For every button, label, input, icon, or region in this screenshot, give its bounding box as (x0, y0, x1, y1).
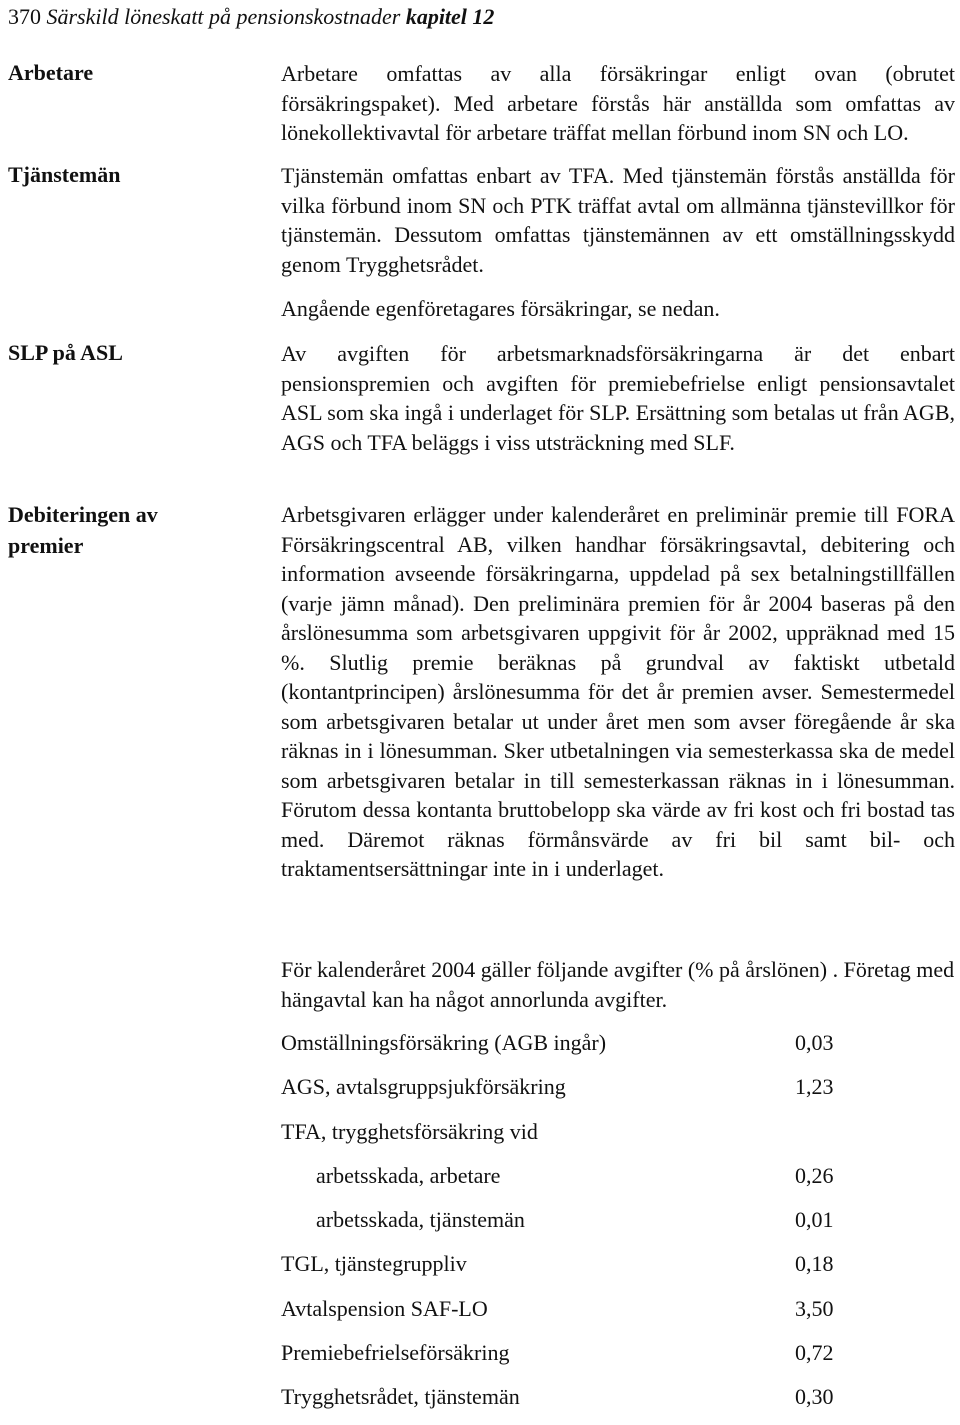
paragraph-egenforetagare: Angående egenföretagares försäkringar, se nedan. (281, 296, 720, 321)
fee-value: 1,23 (795, 1074, 834, 1100)
page-number: 370 (8, 4, 41, 29)
page-title: Särskild löneskatt på pensionskostnader (46, 4, 401, 29)
fee-label: Trygghetsrådet, tjänstemän (281, 1384, 520, 1410)
fee-label: AGS, avtalsgruppsjukförsäkring (281, 1074, 566, 1100)
page-header (8, 2, 494, 32)
fee-row (281, 1159, 861, 1203)
paragraph-avgifter-intro: För kalenderåret 2004 gäller följande avgifter (% på årslönen) . Företag med hängavtal kan ha något annorlunda avgifter. (281, 957, 955, 1012)
fee-row (281, 1203, 861, 1247)
fee-value: 0,26 (795, 1162, 834, 1188)
fee-label: Avtalspension SAF-LO (281, 1295, 488, 1321)
fee-value: 3,50 (795, 1295, 834, 1321)
side-label-slp: SLP på ASL (8, 340, 123, 365)
fee-value: 0,72 (795, 1340, 834, 1366)
paragraph-tjansteman: Tjänstemän omfattas enbart av TFA. Med tjänstemän förstås anställda för vilka förbund inom SN och PTK träffat avtal om allmänna tjänstevillkor för tjänstemän. Dessutom omfattas tjänstemännen av ett omställningsskydd genom Trygghetsrådet. (281, 163, 955, 277)
side-label-debitering: Debiteringen av premier (8, 502, 158, 558)
fee-value: 0,18 (795, 1251, 834, 1277)
side-label-arbetare: Arbetare (8, 60, 94, 85)
paragraph-arbetare: Arbetare omfattas av alla försäkringar enligt ovan (obrutet försäkringspaket). Med arbetare förstås här anställda som omfattas av lönekollektivavtal för arbetare träffat mellan förbund inom SN och LO. (281, 61, 955, 145)
fee-row (281, 1336, 861, 1380)
fee-label: Premiebefrielseförsäkring (281, 1340, 510, 1366)
fee-value: 0,01 (795, 1207, 834, 1233)
fee-value: 0,30 (795, 1384, 834, 1410)
fee-table (281, 1026, 861, 1425)
fee-label: Omställningsförsäkring (AGB ingår) (281, 1030, 607, 1055)
fee-label: arbetsskada, arbetare (316, 1162, 501, 1188)
fee-row (281, 1247, 861, 1291)
paragraph-slp: Av avgiften för arbetsmarknadsförsäkringarna är det enbart pensionspremien och avgiften för premiebefrielse enligt pensionsavtalet ASL som ska ingå i underlaget för SLP. Ersättning som betalas ut från AGB, AGS och TFA beläggs i viss utsträckning med SLF. (281, 341, 955, 455)
fee-row (281, 1070, 861, 1114)
fee-label: arbetsskada, tjänstemän (316, 1207, 525, 1233)
side-label-tjansteman: Tjänstemän (8, 162, 121, 187)
fee-row (281, 1380, 861, 1424)
fee-row (281, 1026, 861, 1070)
fee-row (281, 1292, 861, 1336)
fee-value: 0,03 (795, 1030, 834, 1055)
fee-row (281, 1115, 861, 1159)
fee-label: TFA, trygghetsförsäkring vid (281, 1118, 538, 1144)
paragraph-debitering: Arbetsgivaren erlägger under kalenderåret en preliminär premie till FORA Försäkringscentral AB, vilken handhar försäkringsavtal, debitering och information avseende försäkringarna, uppdelad på sex betalningstillfällen (varje jämn månad). Den preliminära premien för år 2004 baseras på den årslönesumma som arbetsgivaren uppgivit för år 2002, uppräknad med 15 %. Slutlig premie beräknas på grundval av faktiskt utbetald (kontantprincipen) årslönesumma för det år premien avser. Semestermedel som arbetsgivaren betalar ut under året men som avser föregående år ska räknas in i lönesumman. Sker utbetalningen via semesterkassa ska de medel som arbetsgivaren betalar in till semesterkassan räknas in i lönesumman. Förutom dessa kontanta bruttobelopp ska värde av fri kost och fri bostad tas med. Däremot räknas förmånsvärde av fri bil samt bil- och traktamentsersättningar inte in i underlaget. (281, 502, 955, 881)
chapter-label: kapitel 12 (405, 4, 495, 29)
fee-label: TGL, tjänstegruppliv (281, 1251, 467, 1277)
